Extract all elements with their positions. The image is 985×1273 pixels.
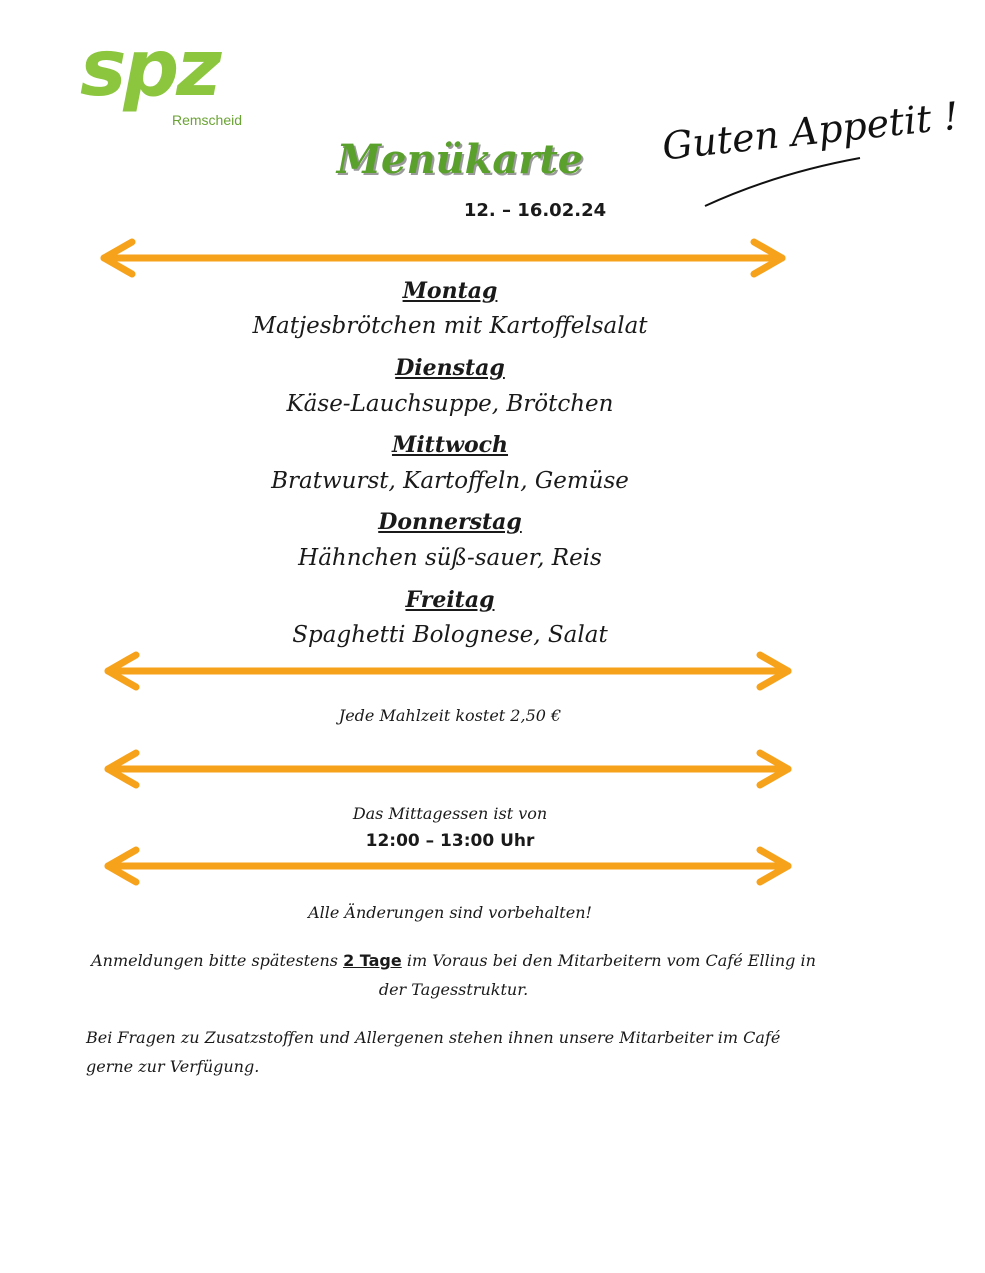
changes-note: Alle Änderungen sind vorbehalten! <box>308 903 592 922</box>
logo-city: Remscheid <box>172 112 243 128</box>
page-title: Menükarte <box>336 136 584 183</box>
day-heading-wednesday: Mittwoch <box>391 432 509 458</box>
meal-tuesday: Käse-Lauchsuppe, Brötchen <box>286 391 614 417</box>
date-range: 12. – 16.02.24 <box>463 200 607 221</box>
meal-friday: Spaghetti Bolognese, Salat <box>292 622 608 648</box>
day-heading-thursday: Donnerstag <box>378 509 522 535</box>
divider-arrow <box>0 651 900 691</box>
meal-thursday: Hähnchen süß-sauer, Reis <box>298 545 602 571</box>
registration-text-before: Anmeldungen bitte spätestens <box>91 951 344 970</box>
lunch-label: Das Mittagessen ist von <box>352 804 548 823</box>
day-heading-tuesday: Dienstag <box>395 355 505 381</box>
guten-appetit-signature <box>655 88 961 208</box>
registration-note <box>86 946 821 1004</box>
registration-deadline: 2 Tage <box>343 951 402 970</box>
logo-wordmark: spz <box>80 24 219 114</box>
divider-arrow <box>0 238 900 278</box>
lunch-time: 12:00 – 13:00 Uhr <box>365 831 535 851</box>
divider-arrow <box>0 846 900 886</box>
divider-arrow <box>0 749 900 789</box>
signature-text: Guten Appetit ! <box>660 93 961 169</box>
registration-text-after: im Voraus bei den Mitarbeitern vom Café Elling in der Tagesstruktur. <box>378 951 816 999</box>
allergens-note: Bei Fragen zu Zusatzstoffen und Allergenen stehen ihnen unsere Mitarbeiter im Café gerne zur Verfügung. <box>86 1028 781 1076</box>
day-heading-friday: Freitag <box>405 587 495 613</box>
meal-monday: Matjesbrötchen mit Kartoffelsalat <box>252 313 648 339</box>
day-heading-monday: Montag <box>402 278 498 304</box>
spz-logo <box>80 24 260 133</box>
price-note: Jede Mahlzeit kostet 2,50 € <box>338 706 562 725</box>
meal-wednesday: Bratwurst, Kartoffeln, Gemüse <box>271 468 629 494</box>
